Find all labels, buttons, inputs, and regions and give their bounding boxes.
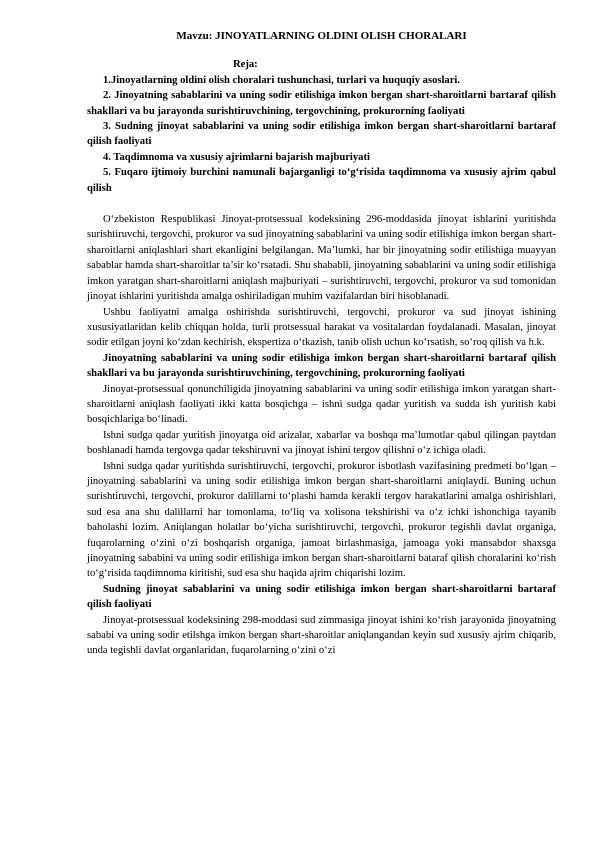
plan-item: 1.Jinoyatlarning oldini olish choralari tushunchasi, turlari va huquqiy asoslari. bbox=[103, 74, 461, 86]
document-body bbox=[87, 212, 556, 659]
body-paragraph: Jinoyat-protsessual kodeksining 298-moddasi sud zimmasiga jinoyat ishini ko‘rish jarayonida jinoyatning sababi va uning sodir etilshga imkon bergan shart-sharoitlar aniqlangandan keyin sud xususiy ajrim chiqarib, unda tegishli davlat organlaridan, fuqarolarning o‘zini o‘zi bbox=[87, 614, 556, 657]
body-paragraph: Jinoyat-protsessual qonunchiligida jinoyatning sabablarini va uning sodir etilishiga imkon yaratgan shart-sharoitlarni aniqlash faoliyati ikki katta bosqichga – ishni sudga qadar yuritish va sudda ish yuritish kabi bosqichlariga bo‘linadi. bbox=[87, 383, 556, 426]
plan-item: 5. Fuqaro ijtimoiy burchini namunali bajarganligi to‘g‘risida taqdimnoma va xususiy ajrim qabul qilish bbox=[87, 167, 556, 194]
plan-item: 3. Sudning jinoyat sabablarini va uning sodir etilishiga imkon bergan shart-sharoitlarni bartaraf qilish faoliyati bbox=[87, 121, 556, 148]
body-paragraph: Ishni sudga qadar yuritish jinoyatga oid arizalar, xabarlar va boshqa ma’lumotlar qabul qilingan paytdan boshlanadi hamda tergovga qadar tekshiruvni va jinoyat ishini tergov qilishni o‘z ichiga oladi. bbox=[87, 429, 556, 457]
body-paragraph: Ushbu faoliyatni amalga oshirishda surishtiruvchi, tergovchi, prokuror va sud jinoyat ishining xususiyatlaridan kelib chiqqan holda, turli protsessual harakat va vositalardan foydalanadi. Masalan, jinoyat sodir etilgan joyni ko‘zdan kechirish, ekspertiza o‘tkazish, tanib olish uchun ko‘rsatish, so‘roq qilish va h.k. bbox=[87, 306, 556, 349]
plan-item: 4. Taqdimnoma va xususiy ajrimlarni bajarish majburiyati bbox=[103, 151, 370, 163]
plan-heading: Reja: bbox=[233, 59, 258, 71]
section-heading: Jinoyatning sabablarini va uning sodir etilishiga imkon bergan shart-sharoitlarni bartaraf qilish shakllari va bu jarayonda surishtiruvchining, tergovchining, prokurorning faoliyati bbox=[87, 352, 556, 380]
plan-item: 2. Jinoyatning sabablarini va uning sodir etilishiga imkon bergan shart-sharoitlarni bartaraf qilish shakllari va bu jarayonda surishtiruvchining, tergovchining, prokurorning faoliyati bbox=[87, 90, 556, 117]
document-title: Mavzu: JINOYATLARNING OLDINI OLISH CHORALARI bbox=[176, 30, 467, 42]
body-paragraph: Ishni sudga qadar yuritishda surishtiruvchi, tergovchi, prokuror isbotlash vazifasining predmeti bo‘lgan – jinoyatning sabablarini va uning sodir etilishiga imkon bergan shart-sharoitlarni aniqlaydi. Buning uchun surishtiruvchi, tergovchi, prokuror dalillarni to‘plashi hamda kerakli tergov harakatlarini amalga oshirishlari, sud esa ana shu dalillarni har tomonlama, to‘liq va xolisona tekshirishi va o‘z ichki ishonchiga tayanib baholashi lozim. Aniqlangan holatlar bo‘yicha surishtiruvchi, tergovchi, prokuror tegishli davlat organiga, fuqarolarning o‘zini o‘zi boshqarish organiga, jamoat birlashmasiga, jamoaga yoki mansabdor shaxsga jinoyatning sababini va uning sodir etilishiga imkon bergan shart-sharoitlarni bataraf qilish choralarini ko‘rish to‘g‘risida taqdimnoma kiritishi, sud esa shu haqida ajrim chiqarishi lozim. bbox=[87, 460, 556, 580]
body-paragraph: O‘zbekiston Respublikasi Jinoyat-protsessual kodeksining 296-moddasida jinoyat ishlarini yuritishda surishtiruvchi, tergovchi, prokuror va sud jinoyatning sabablarini va uning sodir etilishiga imkon bergan shart-sharoitlarni aniqlashlari shart ekanligini belgilangan. Ma’lumki, har bir jinoyatning sodir etilishiga muayyan sabablar hamda shart-sharoitlar ta’sir ko‘rsatadi. Shu shababli, jinoyatning sabablarini va uning sodir etilishiga imkon yaratgan shart-sharoitlarni aniqlash majburiyati – surishtiruvchi, tergovchi, prokuror va sud tomonidan jinoyat ishlarini yuritishda amalga oshiriladigan muhim vazifalardan biri hisoblanadi. bbox=[87, 214, 556, 303]
plan-list bbox=[87, 73, 556, 196]
section-heading: Sudning jinoyat sabablarini va uning sodir etilishiga imkon bergan shart-sharoitlarni bartaraf qilish faoliyati bbox=[87, 583, 556, 611]
document-content bbox=[87, 29, 556, 659]
